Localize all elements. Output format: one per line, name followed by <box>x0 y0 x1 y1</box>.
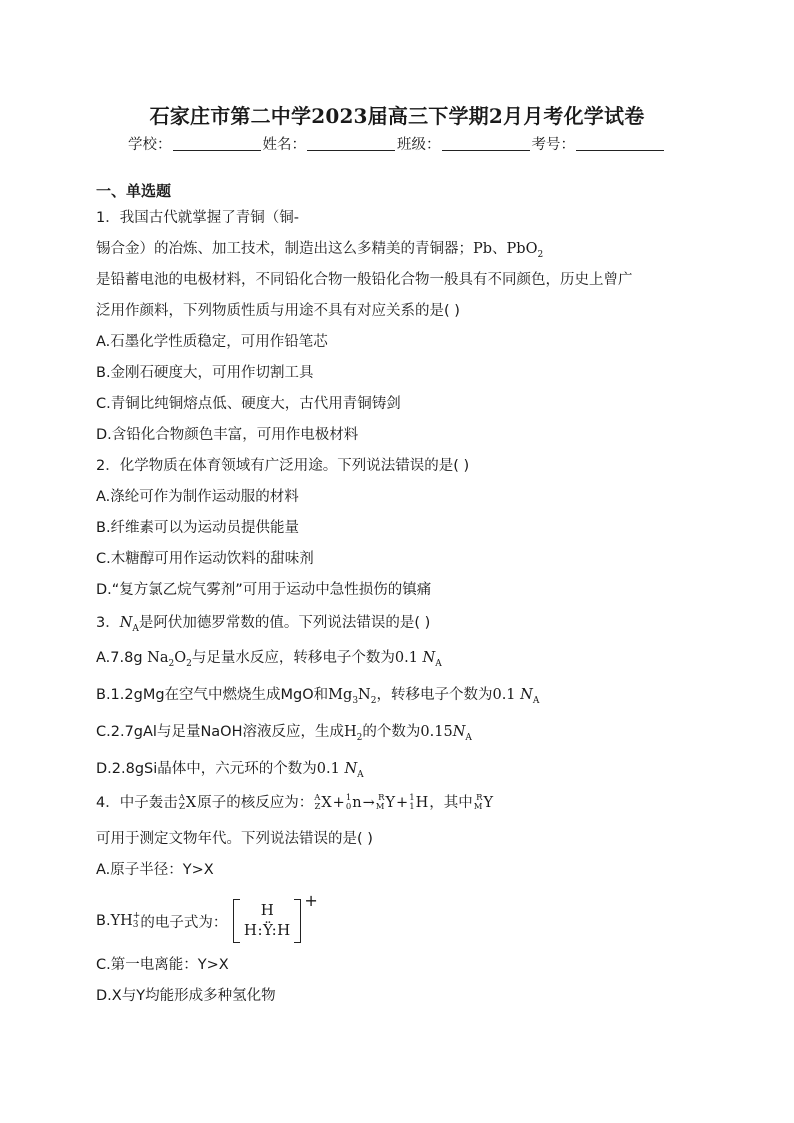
nuc-atomic-z: Z <box>178 802 185 812</box>
q2-stem: 2．化学物质在体育领域有广泛用途。下列说法错误的是( ) <box>96 458 470 474</box>
eq-n-mass: 1 <box>345 793 352 803</box>
q4-text1: 4．中子轰击 <box>96 795 178 811</box>
q3d-text1: D.2.8gSi晶体中，六元环的个数为 <box>96 761 317 777</box>
q3d-value: 0.1 <box>316 761 340 777</box>
q3-na-symbol: N <box>119 615 133 631</box>
nuc-symbol-x: X <box>185 795 197 811</box>
q3a-text1: A.7.8g <box>96 650 148 666</box>
q1-line1: 1．我国古代就掌握了青铜（铜- <box>96 210 299 226</box>
lewis-charge: + <box>304 891 318 910</box>
section-heading: 一、单选题 <box>96 182 172 200</box>
number-label: 考号： <box>531 137 575 153</box>
q3-stem-text: 是阿伏加德罗常数的值。下列说法错误的是( ) <box>138 615 431 631</box>
q3c-sub1: 2 <box>356 732 363 743</box>
q3b-sub2: 2 <box>370 695 377 706</box>
q2-option-c: C.木糖醇可用作运动饮料的甜味剂 <box>96 551 314 567</box>
q3c-value: 0.15 <box>420 724 453 740</box>
q2-option-a: A.涤纶可作为制作运动服的材料 <box>96 489 299 505</box>
q4b-prefix: B. <box>96 913 111 929</box>
q4-option-c: C.第一电离能：Y>X <box>96 957 229 973</box>
q1-formula-pb: Pb、PbO <box>473 241 538 257</box>
q1-line3: 是铅蓄电池的电极材料，不同铅化合物一般铅化合物一般具有不同颜色，历史上曾广 <box>96 272 633 288</box>
name-label: 姓名： <box>262 137 306 153</box>
eq-symbol-x: X <box>321 795 332 811</box>
eq-n-charge: 0 <box>345 802 352 812</box>
eq-arrow: → <box>362 795 375 811</box>
eq-mass-a: A <box>314 793 321 803</box>
lewis-top-h: H <box>260 901 274 919</box>
q3b-value: 0.1 <box>492 687 516 703</box>
q3b-formula-mg: Mg <box>328 687 353 703</box>
q4-line1 <box>96 792 494 814</box>
q3a-sub2: 2 <box>186 658 192 669</box>
nuc-mass-r: R <box>476 793 483 803</box>
exam-title: 石家庄市第二中学2023届高三下学期2月月考化学试卷 <box>149 104 645 128</box>
q4-nuclide-y <box>474 792 493 814</box>
q3-number: 3． <box>96 615 120 631</box>
nuc-mass-a: A <box>178 793 185 803</box>
q3a-na-sub: A <box>435 658 442 669</box>
class-blank[interactable] <box>442 136 530 151</box>
eq-atomic-z: Z <box>314 802 321 812</box>
eq-atomic-m: M <box>375 802 385 812</box>
eq-h-mass: 1 <box>409 793 415 803</box>
q3-stem <box>96 612 430 634</box>
eq-symbol-y: Y <box>385 795 396 811</box>
eq-symbol-n: n <box>352 795 362 811</box>
q3a-na: N <box>422 650 436 666</box>
eq-mass-r: R <box>378 793 385 803</box>
q3c-na-sub: A <box>465 732 472 743</box>
q4-option-b <box>96 893 318 949</box>
q2-option-b: B.纤维素可以为运动员提供能量 <box>96 520 300 536</box>
q3b-text1: B.1.2gMg在空气中燃烧生成MgO和 <box>96 687 329 703</box>
q3-option-b <box>96 684 539 706</box>
q4-eq-y <box>376 792 395 814</box>
q3d-na-sub: A <box>357 769 364 780</box>
eq-symbol-h: H <box>415 795 429 811</box>
q4b-supsub <box>133 912 141 930</box>
q4-eq-h <box>409 792 428 814</box>
lewis-bottom-row: H:Ÿ:H <box>243 921 291 939</box>
q4b-sup: + <box>132 911 141 921</box>
q3c-formula-h: H <box>344 724 357 740</box>
q4b-text: 的电子式为： <box>140 914 228 931</box>
q1-option-c: C.青铜比纯铜熔点低、硬度大，古代用青铜铸剑 <box>96 396 401 412</box>
q3-option-a <box>96 647 442 669</box>
eq-plus-1: + <box>332 795 345 811</box>
q3c-na: N <box>452 724 466 740</box>
q4-text3: ，其中 <box>429 795 473 811</box>
q4-eq-n <box>346 792 362 814</box>
q3-na-sub: A <box>132 623 139 634</box>
q3c-text2: 的个数为 <box>362 724 421 740</box>
q4b-sub: 3 <box>132 920 139 930</box>
q3b-na-sub: A <box>532 695 540 706</box>
class-label: 班级： <box>397 137 441 153</box>
q2-option-d: D.“复方氯乙烷气雾剂”可用于运动中急性损伤的镇痛 <box>96 582 432 598</box>
q3c-text1: C.2.7gAl与足量NaOH溶液反应，生成 <box>96 724 344 740</box>
q1-line2 <box>96 238 543 260</box>
student-info-row <box>0 134 794 156</box>
eq-plus-2: + <box>396 795 409 811</box>
q3a-value: 0.1 <box>394 650 418 666</box>
q1-option-b: B.金刚石硬度大，可用作切割工具 <box>96 365 314 381</box>
q4-line2: 可用于测定文物年代。下列说法错误的是( ) <box>96 831 373 847</box>
q1-line2-text: 锡合金）的冶炼、加工技术，制造出这么多精美的青铜器； <box>96 241 473 257</box>
q3d-na: N <box>344 761 358 777</box>
lewis-structure <box>233 899 301 943</box>
q3a-text2: 与足量水反应，转移电子个数为 <box>191 650 395 666</box>
school-label: 学校： <box>128 137 172 153</box>
name-blank[interactable] <box>307 136 395 151</box>
q3b-na: N <box>520 687 533 703</box>
q4-eq-x <box>314 792 331 814</box>
nuc-atomic-m: M <box>473 802 483 812</box>
q1-option-d: D.含铅化合物颜色丰富，可用作电极材料 <box>96 427 359 443</box>
q3a-sub1: 2 <box>168 658 175 669</box>
q3a-formula-o: O <box>174 650 187 666</box>
q4-nuclide-x <box>179 792 196 814</box>
eq-h-charge: 1 <box>409 802 415 812</box>
q1-formula-sub: 2 <box>537 249 544 260</box>
nuc-symbol-y: Y <box>483 795 494 811</box>
q3b-text2: ，转移电子个数为 <box>376 687 493 703</box>
q1-option-a: A.石墨化学性质稳定，可用作铅笔芯 <box>96 334 328 350</box>
school-blank[interactable] <box>173 136 261 151</box>
q4-option-d: D.X与Y均能形成多种氢化物 <box>96 988 276 1004</box>
q1-line4: 泛用作颜料，下列物质性质与用途不具有对应关系的是( ) <box>96 303 460 319</box>
q3b-formula-n: N <box>358 687 371 703</box>
q4-text2: 原子的核反应为： <box>197 795 314 811</box>
number-blank[interactable] <box>576 136 664 151</box>
q3a-formula-na: Na <box>147 650 169 666</box>
q4-option-a: A.原子半径：Y>X <box>96 862 214 878</box>
q4b-formula: YH <box>110 913 133 929</box>
q3-option-c <box>96 721 472 743</box>
q3b-sub1: 3 <box>352 695 359 706</box>
q3-option-d <box>96 758 364 780</box>
